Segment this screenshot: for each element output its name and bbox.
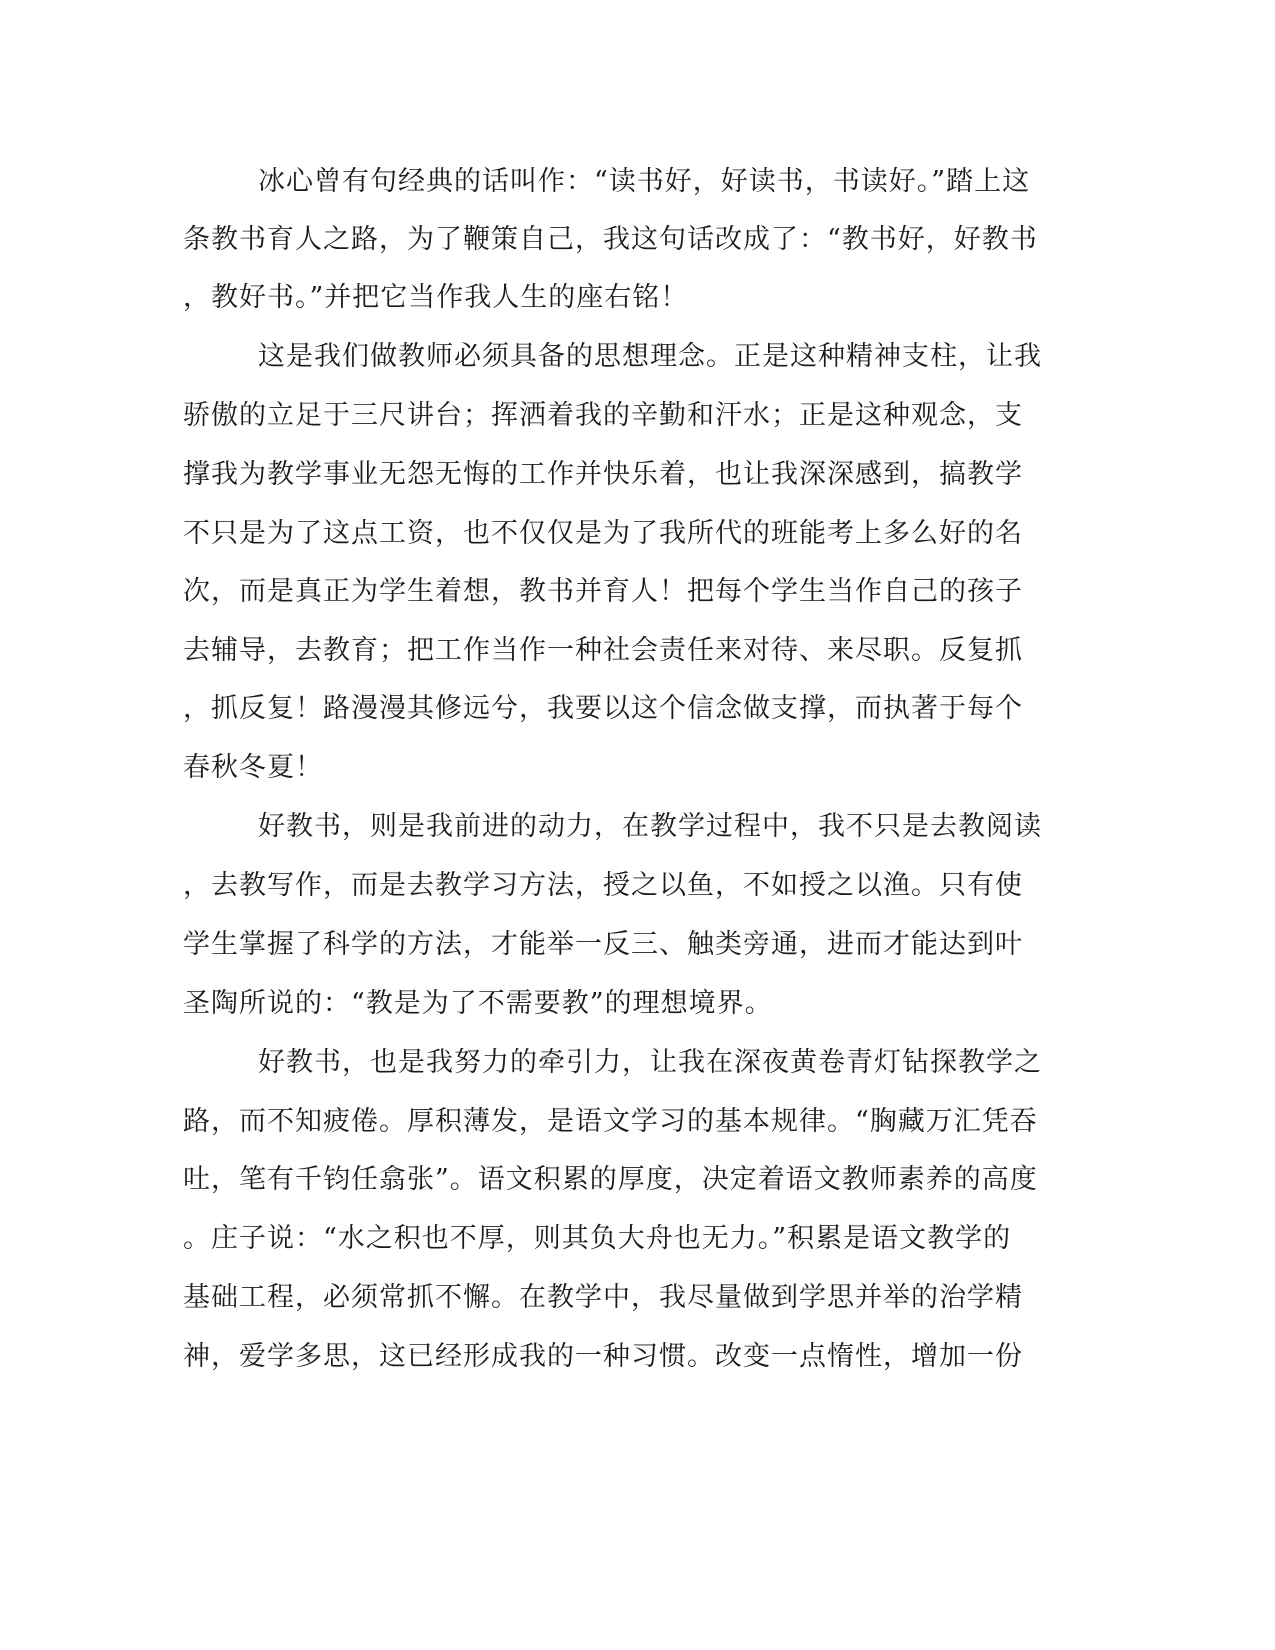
paragraph-2-line-2: 骄傲的立足于三尺讲台；挥洒着我的辛勤和汗水；正是这种观念，支 [183,400,1023,431]
paragraph-3-line-3: 学生掌握了科学的方法，才能举一反三、触类旁通，进而才能达到叶 [183,929,1023,960]
paragraph-4-line-4: 。庄子说：“水之积也不厚，则其负大舟也无力。”积累是语文教学的 [183,1223,1012,1254]
paragraph-4-line-6: 神，爱学多思，这已经形成我的一种习惯。改变一点惰性，增加一份 [183,1341,1023,1372]
paragraph-2-line-6: 去辅导，去教育；把工作当作一种社会责任来对待、来尽职。反复抓 [183,635,1023,666]
paragraph-4-line-1: 好教书，也是我努力的牵引力，让我在深夜黄卷青灯钻探教学之 [258,1047,1042,1078]
paragraph-1-line-2: 条教书育人之路，为了鞭策自己，我这句话改成了：“教书好，好教书 [183,224,1038,255]
paragraph-2-line-1: 这是我们做教师必须具备的思想理念。正是这种精神支柱，让我 [258,341,1042,372]
paragraph-2-line-4: 不只是为了这点工资，也不仅仅是为了我所代的班能考上多么好的名 [183,518,1023,549]
paragraph-4-line-2: 路，而不知疲倦。厚积薄发，是语文学习的基本规律。“胸藏万汇凭吞 [183,1106,1038,1137]
paragraph-2-line-7: ，抓反复！路漫漫其修远兮，我要以这个信念做支撑，而执著于每个 [183,693,1023,724]
paragraph-2-line-3: 撑我为教学事业无怨无悔的工作并快乐着，也让我深深感到，搞教学 [183,459,1023,490]
paragraph-4-line-5: 基础工程，必须常抓不懈。在教学中，我尽量做到学思并举的治学精 [183,1282,1023,1313]
paragraph-1-line-1: 冰心曾有句经典的话叫作：“读书好，好读书，书读好。”踏上这 [258,166,1031,197]
paragraph-2-line-5: 次，而是真正为学生着想，教书并育人！把每个学生当作自己的孩子 [183,576,1023,607]
paragraph-3-line-1: 好教书，则是我前进的动力，在教学过程中，我不只是去教阅读 [258,811,1042,842]
paragraph-2-line-8: 春秋冬夏！ [183,752,323,783]
paragraph-4-line-3: 吐，笔有千钧任翕张”。语文积累的厚度，决定着语文教师素养的高度 [183,1164,1038,1195]
paragraph-1-line-3: ，教好书。”并把它当作我人生的座右铭！ [183,282,689,313]
paragraph-3-line-4: 圣陶所说的：“教是为了不需要教”的理想境界。 [183,988,773,1019]
paragraph-3-line-2: ，去教写作，而是去教学习方法，授之以鱼，不如授之以渔。只有使 [183,870,1023,901]
